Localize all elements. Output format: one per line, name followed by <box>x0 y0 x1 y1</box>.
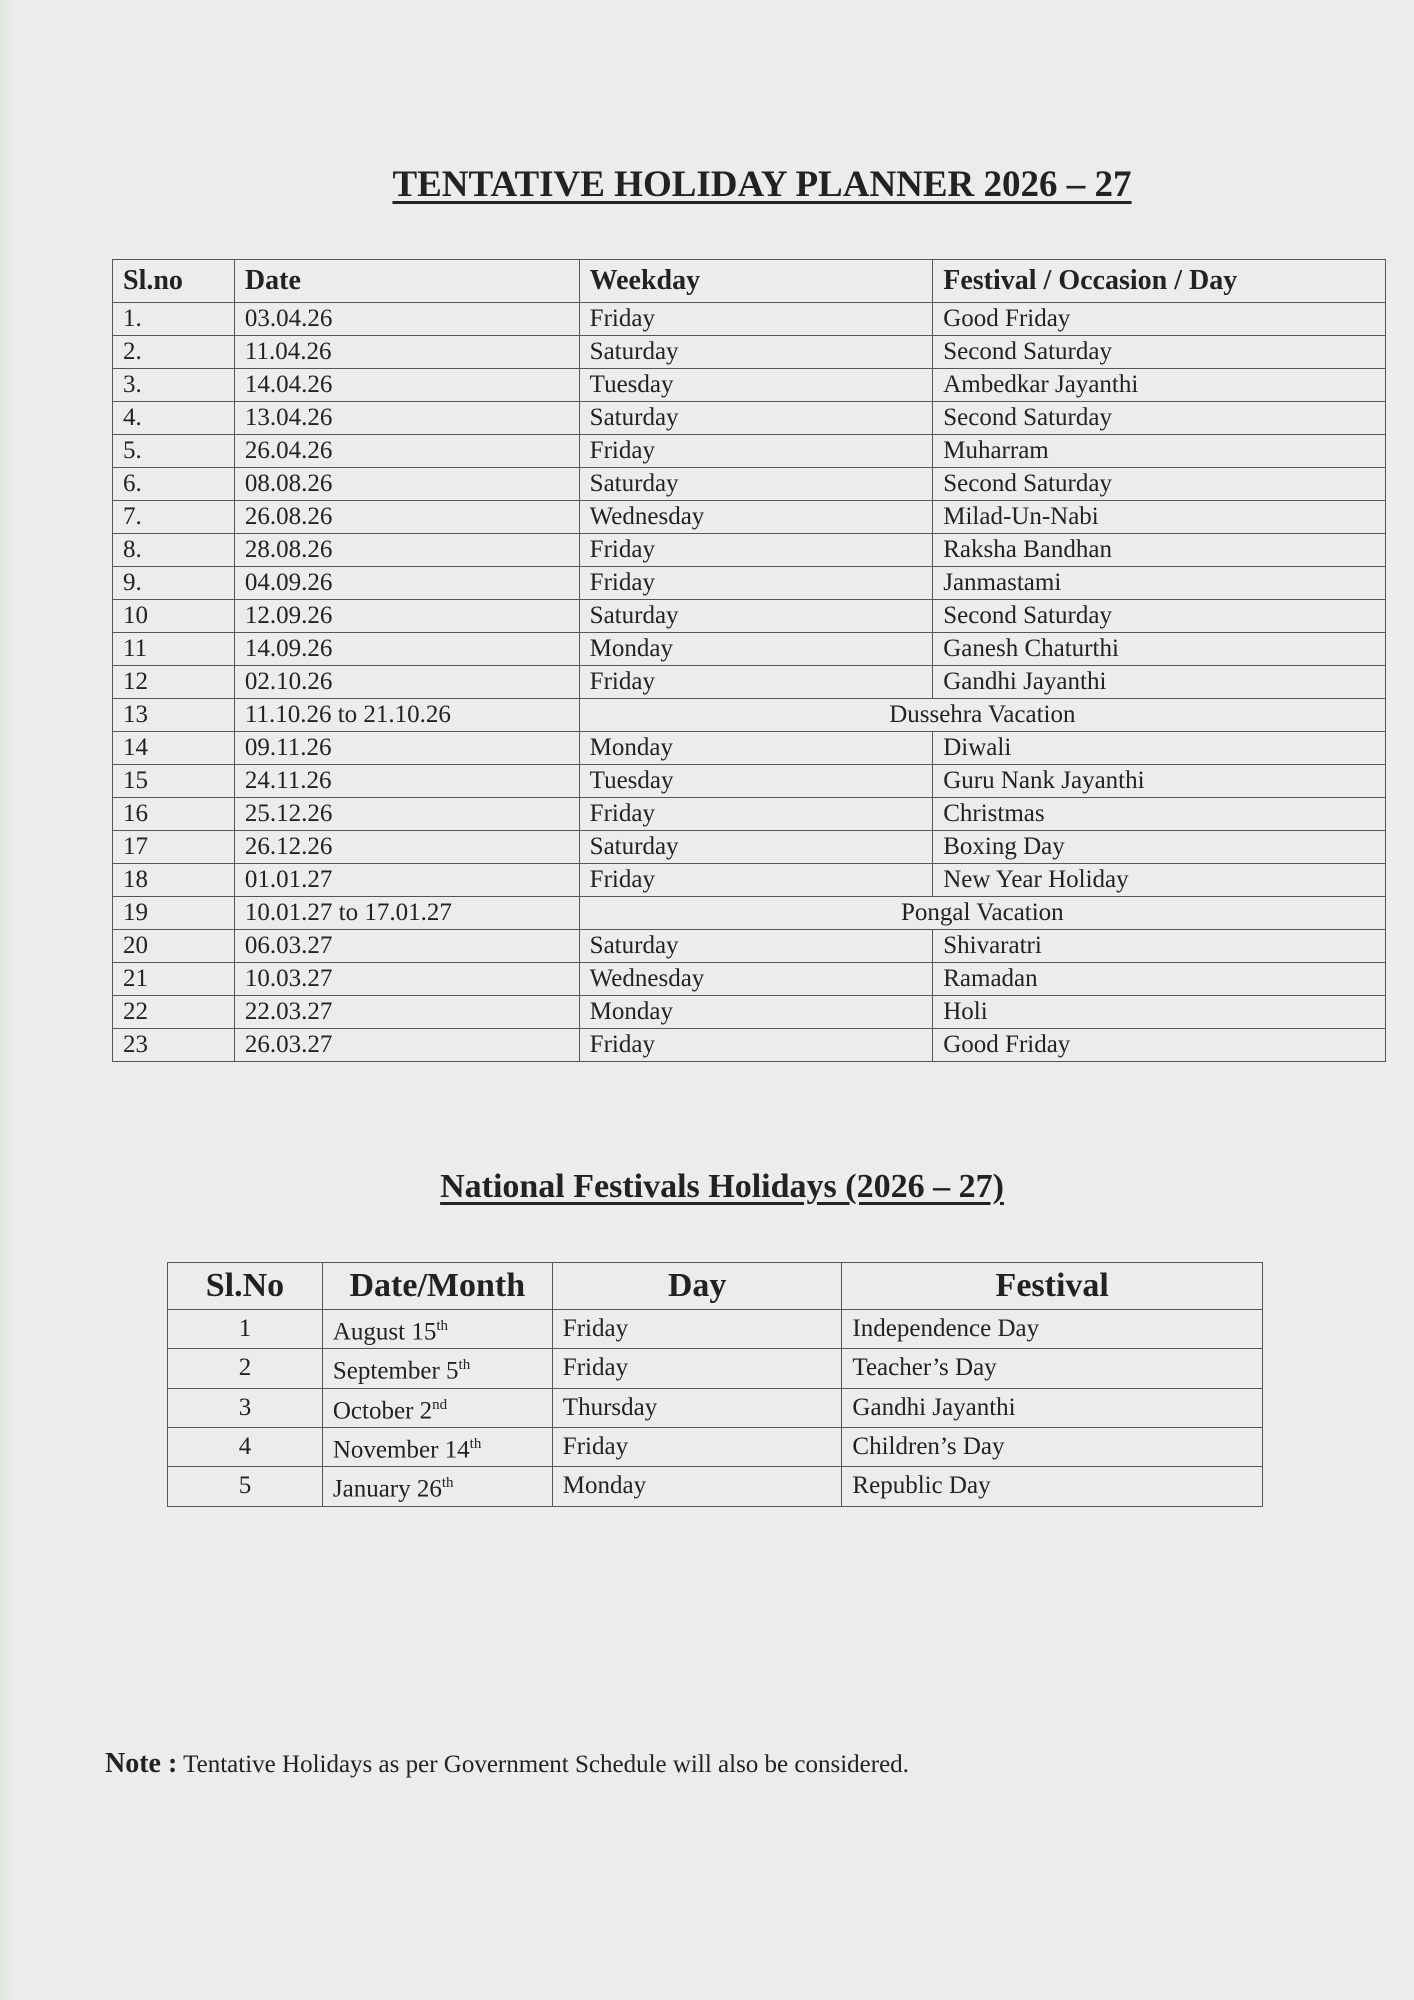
table-row <box>113 402 1386 435</box>
cell-slno: 4. <box>113 402 235 435</box>
ordinal-suffix: th <box>441 1475 454 1492</box>
cell-weekday: Saturday <box>579 831 933 864</box>
table-row <box>168 1349 1263 1388</box>
table-row <box>113 996 1386 1029</box>
cell-date: 22.03.27 <box>234 996 579 1029</box>
cell-slno: 11 <box>113 633 235 666</box>
note <box>105 1748 909 1780</box>
cell-slno: 1. <box>113 303 235 336</box>
header-slno: Sl.no <box>113 260 235 303</box>
cell-festival: Children’s Day <box>842 1427 1263 1466</box>
cell-slno: 19 <box>113 897 235 930</box>
cell-festival: Milad-Un-Nabi <box>933 501 1386 534</box>
cell-slno: 16 <box>113 798 235 831</box>
cell-slno: 1 <box>168 1310 323 1349</box>
cell-festival: Ganesh Chaturthi <box>933 633 1386 666</box>
cell-date: 04.09.26 <box>234 567 579 600</box>
month-text: November 14 <box>332 1436 470 1464</box>
cell-festival: Diwali <box>933 732 1386 765</box>
table-row <box>113 666 1386 699</box>
cell-date-month <box>322 1467 552 1506</box>
cell-festival: Raksha Bandhan <box>933 534 1386 567</box>
cell-festival: Gandhi Jayanthi <box>933 666 1386 699</box>
national-body <box>168 1310 1263 1507</box>
table-row <box>113 600 1386 633</box>
cell-date: 26.03.27 <box>234 1029 579 1062</box>
cell-date-month <box>322 1349 552 1388</box>
cell-weekday: Saturday <box>579 930 933 963</box>
month-text: September 5 <box>332 1357 459 1385</box>
note-label: Note : <box>105 1748 178 1779</box>
header-festival: Festival <box>842 1263 1263 1310</box>
table-row <box>113 732 1386 765</box>
cell-slno: 20 <box>113 930 235 963</box>
cell-slno: 14 <box>113 732 235 765</box>
table-row <box>113 534 1386 567</box>
cell-date: 10.03.27 <box>234 963 579 996</box>
table-row <box>113 963 1386 996</box>
planner-body <box>113 303 1386 1062</box>
table-row <box>113 435 1386 468</box>
table-row <box>113 468 1386 501</box>
national-festivals-title: National Festivals Holidays (2026 – 27) <box>440 1168 1004 1205</box>
cell-weekday: Tuesday <box>579 369 933 402</box>
month-text: October 2 <box>332 1396 433 1424</box>
cell-date-month <box>322 1388 552 1427</box>
cell-festival: Good Friday <box>933 303 1386 336</box>
table-row <box>113 567 1386 600</box>
cell-weekday: Saturday <box>579 600 933 633</box>
cell-festival: Good Friday <box>933 1029 1386 1062</box>
cell-festival: Second Saturday <box>933 336 1386 369</box>
ordinal-suffix: th <box>469 1435 482 1452</box>
table-row <box>113 699 1386 732</box>
cell-slno: 21 <box>113 963 235 996</box>
cell-date: 13.04.26 <box>234 402 579 435</box>
cell-festival: Gandhi Jayanthi <box>842 1388 1263 1427</box>
cell-weekday: Friday <box>579 303 933 336</box>
cell-festival: Ambedkar Jayanthi <box>933 369 1386 402</box>
cell-weekday: Saturday <box>579 468 933 501</box>
cell-weekday: Saturday <box>579 336 933 369</box>
header-weekday: Weekday <box>579 260 933 303</box>
cell-date: 08.08.26 <box>234 468 579 501</box>
cell-slno: 18 <box>113 864 235 897</box>
table-row <box>113 930 1386 963</box>
cell-weekday: Tuesday <box>579 765 933 798</box>
cell-festival: Independence Day <box>842 1310 1263 1349</box>
table-row <box>113 831 1386 864</box>
header-day: Day <box>552 1263 842 1310</box>
cell-slno: 2. <box>113 336 235 369</box>
cell-festival: Second Saturday <box>933 468 1386 501</box>
cell-vacation: Pongal Vacation <box>579 897 1385 930</box>
cell-date: 11.04.26 <box>234 336 579 369</box>
table-row <box>113 369 1386 402</box>
cell-weekday: Friday <box>579 798 933 831</box>
cell-weekday: Friday <box>579 1029 933 1062</box>
cell-date: 11.10.26 to 21.10.26 <box>234 699 579 732</box>
cell-festival: Second Saturday <box>933 600 1386 633</box>
table-row <box>168 1467 1263 1506</box>
cell-festival: Teacher’s Day <box>842 1349 1263 1388</box>
ordinal-suffix: th <box>436 1318 449 1334</box>
holiday-planner-table <box>112 259 1386 1062</box>
table-row <box>113 798 1386 831</box>
cell-festival: Republic Day <box>842 1467 1263 1506</box>
table-header-row <box>113 260 1386 303</box>
cell-slno: 23 <box>113 1029 235 1062</box>
cell-slno: 13 <box>113 699 235 732</box>
national-festivals-table <box>167 1262 1263 1507</box>
cell-slno: 3. <box>113 369 235 402</box>
page-edge <box>0 0 14 2000</box>
cell-weekday: Friday <box>579 864 933 897</box>
header-date: Date <box>234 260 579 303</box>
cell-date: 12.09.26 <box>234 600 579 633</box>
cell-festival: Christmas <box>933 798 1386 831</box>
cell-weekday: Monday <box>579 732 933 765</box>
table-row <box>168 1427 1263 1466</box>
cell-weekday: Wednesday <box>579 963 933 996</box>
cell-festival: New Year Holiday <box>933 864 1386 897</box>
table-row <box>113 336 1386 369</box>
cell-festival: Janmastami <box>933 567 1386 600</box>
cell-slno: 17 <box>113 831 235 864</box>
cell-date: 14.04.26 <box>234 369 579 402</box>
cell-weekday: Friday <box>579 567 933 600</box>
cell-date-month <box>322 1427 552 1466</box>
cell-weekday: Saturday <box>579 402 933 435</box>
table-row <box>113 864 1386 897</box>
cell-festival: Second Saturday <box>933 402 1386 435</box>
cell-day: Monday <box>552 1467 842 1506</box>
cell-slno: 12 <box>113 666 235 699</box>
cell-weekday: Monday <box>579 633 933 666</box>
cell-date: 09.11.26 <box>234 732 579 765</box>
header-festival: Festival / Occasion / Day <box>933 260 1386 303</box>
ordinal-suffix: th <box>458 1357 471 1374</box>
cell-date: 02.10.26 <box>234 666 579 699</box>
cell-date: 14.09.26 <box>234 633 579 666</box>
cell-slno: 9. <box>113 567 235 600</box>
header-date-month: Date/Month <box>322 1263 552 1310</box>
cell-festival: Guru Nank Jayanthi <box>933 765 1386 798</box>
cell-slno: 5 <box>168 1467 323 1506</box>
cell-weekday: Friday <box>579 534 933 567</box>
cell-slno: 6. <box>113 468 235 501</box>
cell-weekday: Friday <box>579 666 933 699</box>
cell-date: 01.01.27 <box>234 864 579 897</box>
note-text: Tentative Holidays as per Government Schedule will also be considered. <box>183 1751 909 1778</box>
table-row <box>113 765 1386 798</box>
cell-festival: Muharram <box>933 435 1386 468</box>
cell-weekday: Wednesday <box>579 501 933 534</box>
cell-date: 10.01.27 to 17.01.27 <box>234 897 579 930</box>
month-text: August 15 <box>332 1318 437 1346</box>
cell-slno: 4 <box>168 1427 323 1466</box>
page-title: TENTATIVE HOLIDAY PLANNER 2026 – 27 <box>392 164 1132 205</box>
cell-weekday: Monday <box>579 996 933 1029</box>
cell-weekday: Friday <box>579 435 933 468</box>
cell-date: 26.12.26 <box>234 831 579 864</box>
cell-slno: 2 <box>168 1349 323 1388</box>
table-row <box>113 303 1386 336</box>
table-row <box>168 1310 1263 1349</box>
header-slno: Sl.No <box>168 1263 323 1310</box>
cell-slno: 15 <box>113 765 235 798</box>
cell-festival: Shivaratri <box>933 930 1386 963</box>
cell-day: Thursday <box>552 1388 842 1427</box>
cell-slno: 5. <box>113 435 235 468</box>
cell-date: 26.04.26 <box>234 435 579 468</box>
cell-date: 26.08.26 <box>234 501 579 534</box>
ordinal-suffix: nd <box>432 1396 448 1413</box>
cell-date: 24.11.26 <box>234 765 579 798</box>
cell-date: 06.03.27 <box>234 930 579 963</box>
table-header-row <box>168 1263 1263 1310</box>
cell-date: 25.12.26 <box>234 798 579 831</box>
cell-festival: Boxing Day <box>933 831 1386 864</box>
month-text: January 26 <box>332 1475 442 1503</box>
cell-day: Friday <box>552 1349 842 1388</box>
table-row <box>113 501 1386 534</box>
cell-slno: 10 <box>113 600 235 633</box>
table-row <box>113 633 1386 666</box>
cell-festival: Holi <box>933 996 1386 1029</box>
table-row <box>168 1388 1263 1427</box>
table-row <box>113 1029 1386 1062</box>
table-row <box>113 897 1386 930</box>
cell-slno: 8. <box>113 534 235 567</box>
cell-date: 03.04.26 <box>234 303 579 336</box>
cell-slno: 7. <box>113 501 235 534</box>
cell-day: Friday <box>552 1427 842 1466</box>
cell-slno: 3 <box>168 1388 323 1427</box>
cell-date-month <box>322 1310 552 1349</box>
cell-festival: Ramadan <box>933 963 1386 996</box>
cell-day: Friday <box>552 1310 842 1349</box>
cell-date: 28.08.26 <box>234 534 579 567</box>
cell-slno: 22 <box>113 996 235 1029</box>
cell-vacation: Dussehra Vacation <box>579 699 1385 732</box>
